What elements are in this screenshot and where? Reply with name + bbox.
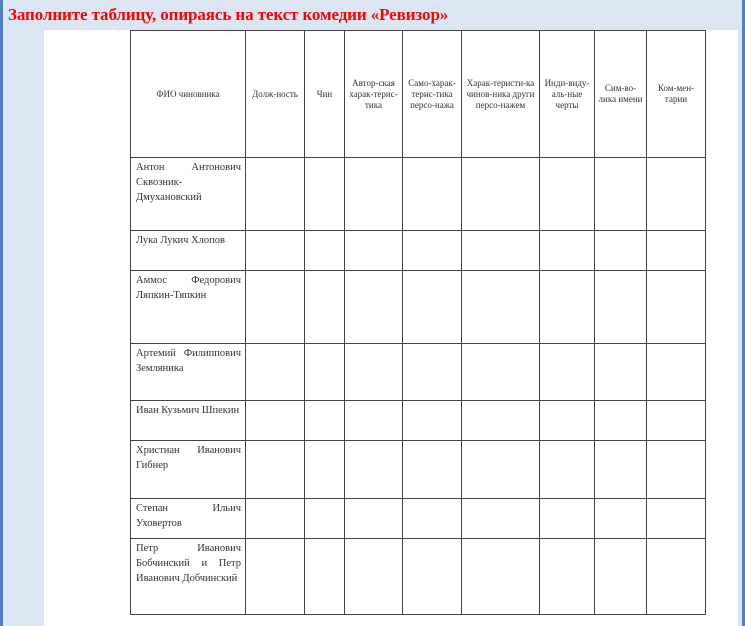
empty-cell[interactable] [540, 401, 595, 441]
empty-cell[interactable] [403, 344, 462, 401]
empty-cell[interactable] [345, 401, 403, 441]
empty-cell[interactable] [246, 271, 305, 344]
empty-cell[interactable] [595, 441, 647, 499]
empty-cell[interactable] [305, 344, 345, 401]
document-sheet [44, 30, 738, 626]
empty-cell[interactable] [540, 539, 595, 615]
header-cell-name-symbolism: Сим-во-лика имени [595, 31, 647, 158]
empty-cell[interactable] [345, 539, 403, 615]
official-name-cell: Иван Кузьмич Шпекин [131, 401, 246, 441]
empty-cell[interactable] [403, 231, 462, 271]
empty-cell[interactable] [540, 499, 595, 539]
empty-cell[interactable] [540, 271, 595, 344]
official-name-cell: Артемий Филиппович Земляника [131, 344, 246, 401]
empty-cell[interactable] [462, 231, 540, 271]
empty-cell[interactable] [462, 344, 540, 401]
official-name-cell: Аммос Федорович Ляпкин-Тяпкин [131, 271, 246, 344]
empty-cell[interactable] [595, 344, 647, 401]
header-cell-rank: Чин [305, 31, 345, 158]
characters-table [130, 30, 706, 615]
header-row [131, 31, 706, 158]
empty-cell[interactable] [305, 539, 345, 615]
empty-cell[interactable] [647, 158, 706, 231]
empty-cell[interactable] [246, 499, 305, 539]
header-cell-position: Долж-ность [246, 31, 305, 158]
header-cell-others-characteristic: Харак-теристи-ка чинов-ника други персо-нажем [462, 31, 540, 158]
empty-cell[interactable] [403, 499, 462, 539]
empty-cell[interactable] [647, 539, 706, 615]
empty-cell[interactable] [595, 271, 647, 344]
empty-cell[interactable] [647, 441, 706, 499]
empty-cell[interactable] [595, 499, 647, 539]
official-name-cell: Христиан Иванович Гибнер [131, 441, 246, 499]
empty-cell[interactable] [305, 401, 345, 441]
empty-cell[interactable] [647, 231, 706, 271]
empty-cell[interactable] [345, 271, 403, 344]
empty-cell[interactable] [595, 158, 647, 231]
empty-cell[interactable] [345, 231, 403, 271]
header-cell-comments: Ком-мен-тарии [647, 31, 706, 158]
table-row [131, 441, 706, 499]
empty-cell[interactable] [403, 401, 462, 441]
empty-cell[interactable] [540, 441, 595, 499]
empty-cell[interactable] [462, 158, 540, 231]
empty-cell[interactable] [462, 401, 540, 441]
empty-cell[interactable] [305, 441, 345, 499]
empty-cell[interactable] [462, 499, 540, 539]
official-name-cell: Петр Иванович Бобчинский и Петр Иванович Добчинский [131, 539, 246, 615]
header-cell-name: ФИО чиновника [131, 31, 246, 158]
empty-cell[interactable] [305, 158, 345, 231]
header-cell-self-characteristic: Само-харак-терис-тика персо-нажа [403, 31, 462, 158]
empty-cell[interactable] [595, 231, 647, 271]
empty-cell[interactable] [595, 539, 647, 615]
empty-cell[interactable] [540, 344, 595, 401]
table-row [131, 344, 706, 401]
table-row [131, 499, 706, 539]
empty-cell[interactable] [462, 271, 540, 344]
empty-cell[interactable] [403, 158, 462, 231]
empty-cell[interactable] [246, 344, 305, 401]
empty-cell[interactable] [305, 271, 345, 344]
table-row [131, 231, 706, 271]
empty-cell[interactable] [462, 441, 540, 499]
empty-cell[interactable] [540, 158, 595, 231]
table-row [131, 401, 706, 441]
empty-cell[interactable] [403, 271, 462, 344]
page-title: Заполните таблицу, опираясь на текст комедии «Ревизор» [8, 5, 449, 24]
empty-cell[interactable] [345, 344, 403, 401]
empty-cell[interactable] [540, 231, 595, 271]
empty-cell[interactable] [345, 158, 403, 231]
empty-cell[interactable] [403, 539, 462, 615]
empty-cell[interactable] [246, 401, 305, 441]
empty-cell[interactable] [305, 499, 345, 539]
header-cell-author-characteristic: Автор-ская харак-терис-тика [345, 31, 403, 158]
header-cell-individual-traits: Инди-виду-аль-ные черты [540, 31, 595, 158]
empty-cell[interactable] [647, 401, 706, 441]
empty-cell[interactable] [246, 539, 305, 615]
empty-cell[interactable] [345, 441, 403, 499]
table-row [131, 539, 706, 615]
empty-cell[interactable] [246, 158, 305, 231]
empty-cell[interactable] [647, 271, 706, 344]
empty-cell[interactable] [305, 231, 345, 271]
empty-cell[interactable] [462, 539, 540, 615]
table-row [131, 271, 706, 344]
empty-cell[interactable] [647, 344, 706, 401]
empty-cell[interactable] [647, 499, 706, 539]
empty-cell[interactable] [403, 441, 462, 499]
empty-cell[interactable] [595, 401, 647, 441]
empty-cell[interactable] [345, 499, 403, 539]
empty-cell[interactable] [246, 441, 305, 499]
official-name-cell: Антон Антонович Сквозник-Дмухановский [131, 158, 246, 231]
empty-cell[interactable] [246, 231, 305, 271]
official-name-cell: Степан Ильич Уховертов [131, 499, 246, 539]
official-name-cell: Лука Лукич Хлопов [131, 231, 246, 271]
table-row [131, 158, 706, 231]
